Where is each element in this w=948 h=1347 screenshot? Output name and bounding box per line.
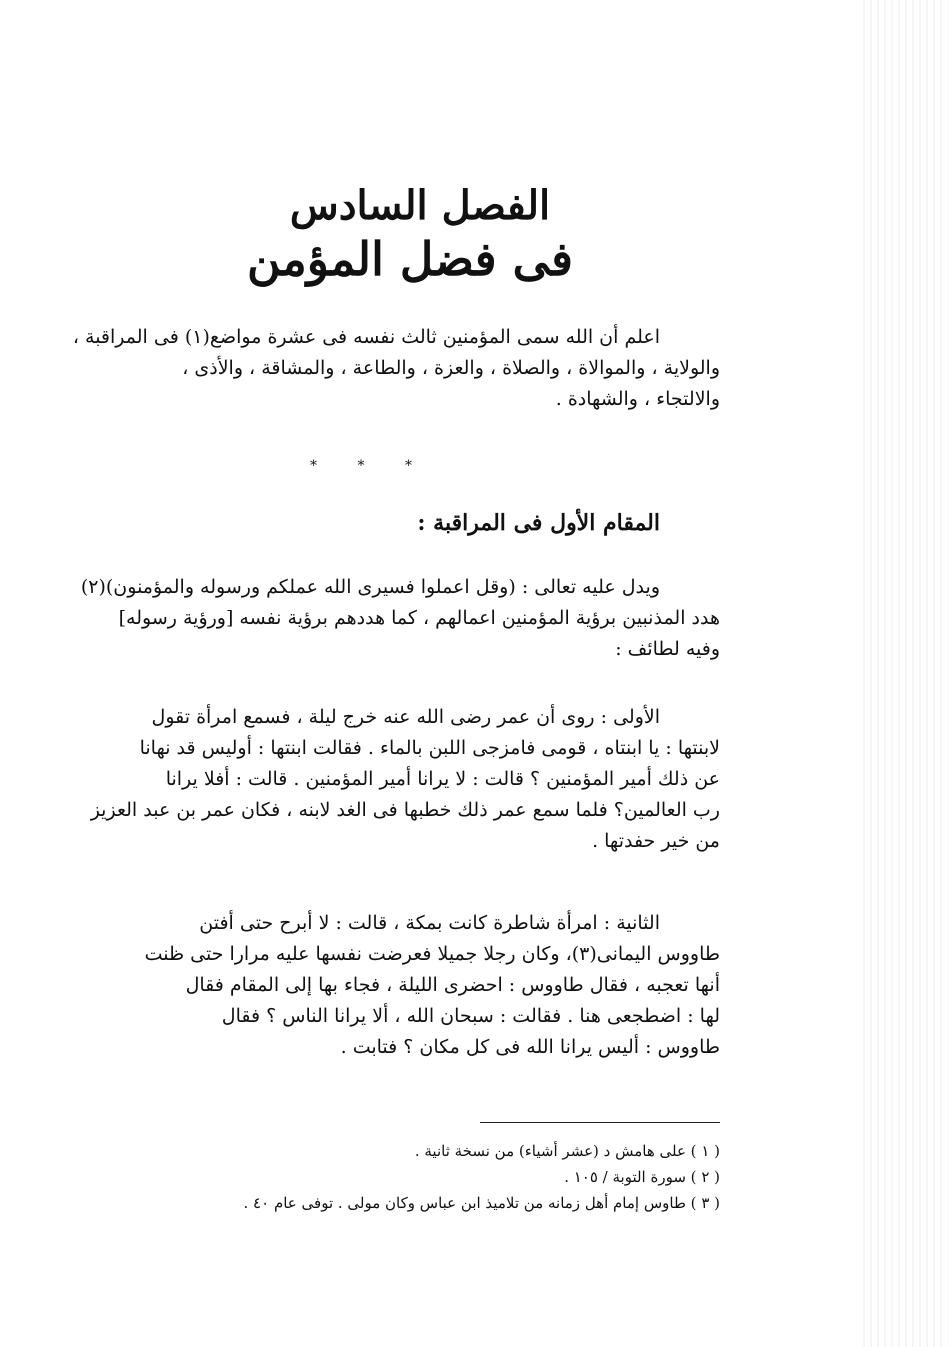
footnotes bbox=[60, 1138, 720, 1216]
text-line: وفيه لطائف : bbox=[615, 638, 720, 660]
scan-margin-texture bbox=[858, 0, 948, 1347]
text-line: من خير حفدتها . bbox=[592, 830, 720, 852]
chapter-subtitle: فى فضل المؤمن bbox=[247, 232, 573, 286]
paragraph-second-anecdote bbox=[60, 908, 720, 1063]
text-line: طاووس : أليس يرانا الله فى كل مكان ؟ فتابت . bbox=[340, 1036, 720, 1058]
section-separator: * * * bbox=[310, 458, 430, 474]
footnote-1: ( ١ ) على هامش د (عشر أشياء) من نسخة ثانية . bbox=[414, 1142, 720, 1160]
text-line: أنها تعجبه ، فقال طاووس : احضرى الليلة ، فجاء بها إلى المقام فقال bbox=[185, 974, 720, 996]
text-line: لها : اضطجعى هنا . فقالت : سبحان الله ، ألا يرانا الناس ؟ فقال bbox=[221, 1005, 720, 1027]
intro-paragraph bbox=[60, 322, 720, 415]
text-line: والولاية ، والموالاة ، والصلاة ، والعزة ، والطاعة ، والمشاقة ، والأذى ، bbox=[182, 357, 720, 379]
section-heading: المقام الأول فى المراقبة : bbox=[417, 510, 660, 536]
text-line: اعلم أن الله سمى المؤمنين ثالث نفسه فى عشرة مواضع(١) فى المراقبة ، bbox=[72, 326, 660, 348]
paragraph-first-anecdote bbox=[60, 702, 720, 857]
text-line: ويدل عليه تعالى : (وقل اعملوا فسيرى الله عملكم ورسوله والمؤمنون)(٢) bbox=[80, 576, 660, 598]
text-line: هدد المذنبين برؤية المؤمنين اعمالهم ، كما هددهم برؤية نفسه [ورؤية رسوله] bbox=[118, 607, 720, 629]
paragraph-verse bbox=[60, 572, 720, 665]
text-line: لابنتها : يا ابنتاه ، قومى فامزجى اللبن بالماء . فقالت ابنتها : أوليس قد نهانا bbox=[139, 737, 720, 759]
text-line: رب العالمين؟ فلما سمع عمر ذلك خطبها فى الغد لابنه ، فكان عمر بن عبد العزيز bbox=[90, 799, 720, 821]
text-line: الأولى : روى أن عمر رضى الله عنه خرج ليلة ، فسمع امرأة تقول bbox=[151, 706, 660, 728]
text-line: الثانية : امرأة شاطرة كانت بمكة ، قالت : لا أبرح حتى أفتن bbox=[199, 912, 660, 934]
book-page bbox=[60, 0, 720, 1347]
chapter-title-block bbox=[60, 182, 720, 288]
text-line: طاووس اليمانى(٣)، وكان رجلا جميلا فعرضت نفسها عليه مرارا حتى ظنت bbox=[144, 943, 720, 965]
footnote-3: ( ٣ ) طاوس إمام أهل زمانه من تلاميذ ابن عباس وكان مولى . توفى عام ٤٠ . bbox=[243, 1194, 720, 1212]
chapter-title: الفصل السادس bbox=[289, 182, 551, 229]
footnote-2: ( ٢ ) سورة التوبة / ١٠٥ . bbox=[564, 1168, 720, 1186]
text-line: عن ذلك أمير المؤمنين ؟ قالت : لا يرانا أمير المؤمنين . قالت : أفلا يرانا bbox=[165, 768, 720, 790]
text-line: والالتجاء ، والشهادة . bbox=[555, 388, 720, 410]
footnote-divider bbox=[480, 1122, 720, 1123]
